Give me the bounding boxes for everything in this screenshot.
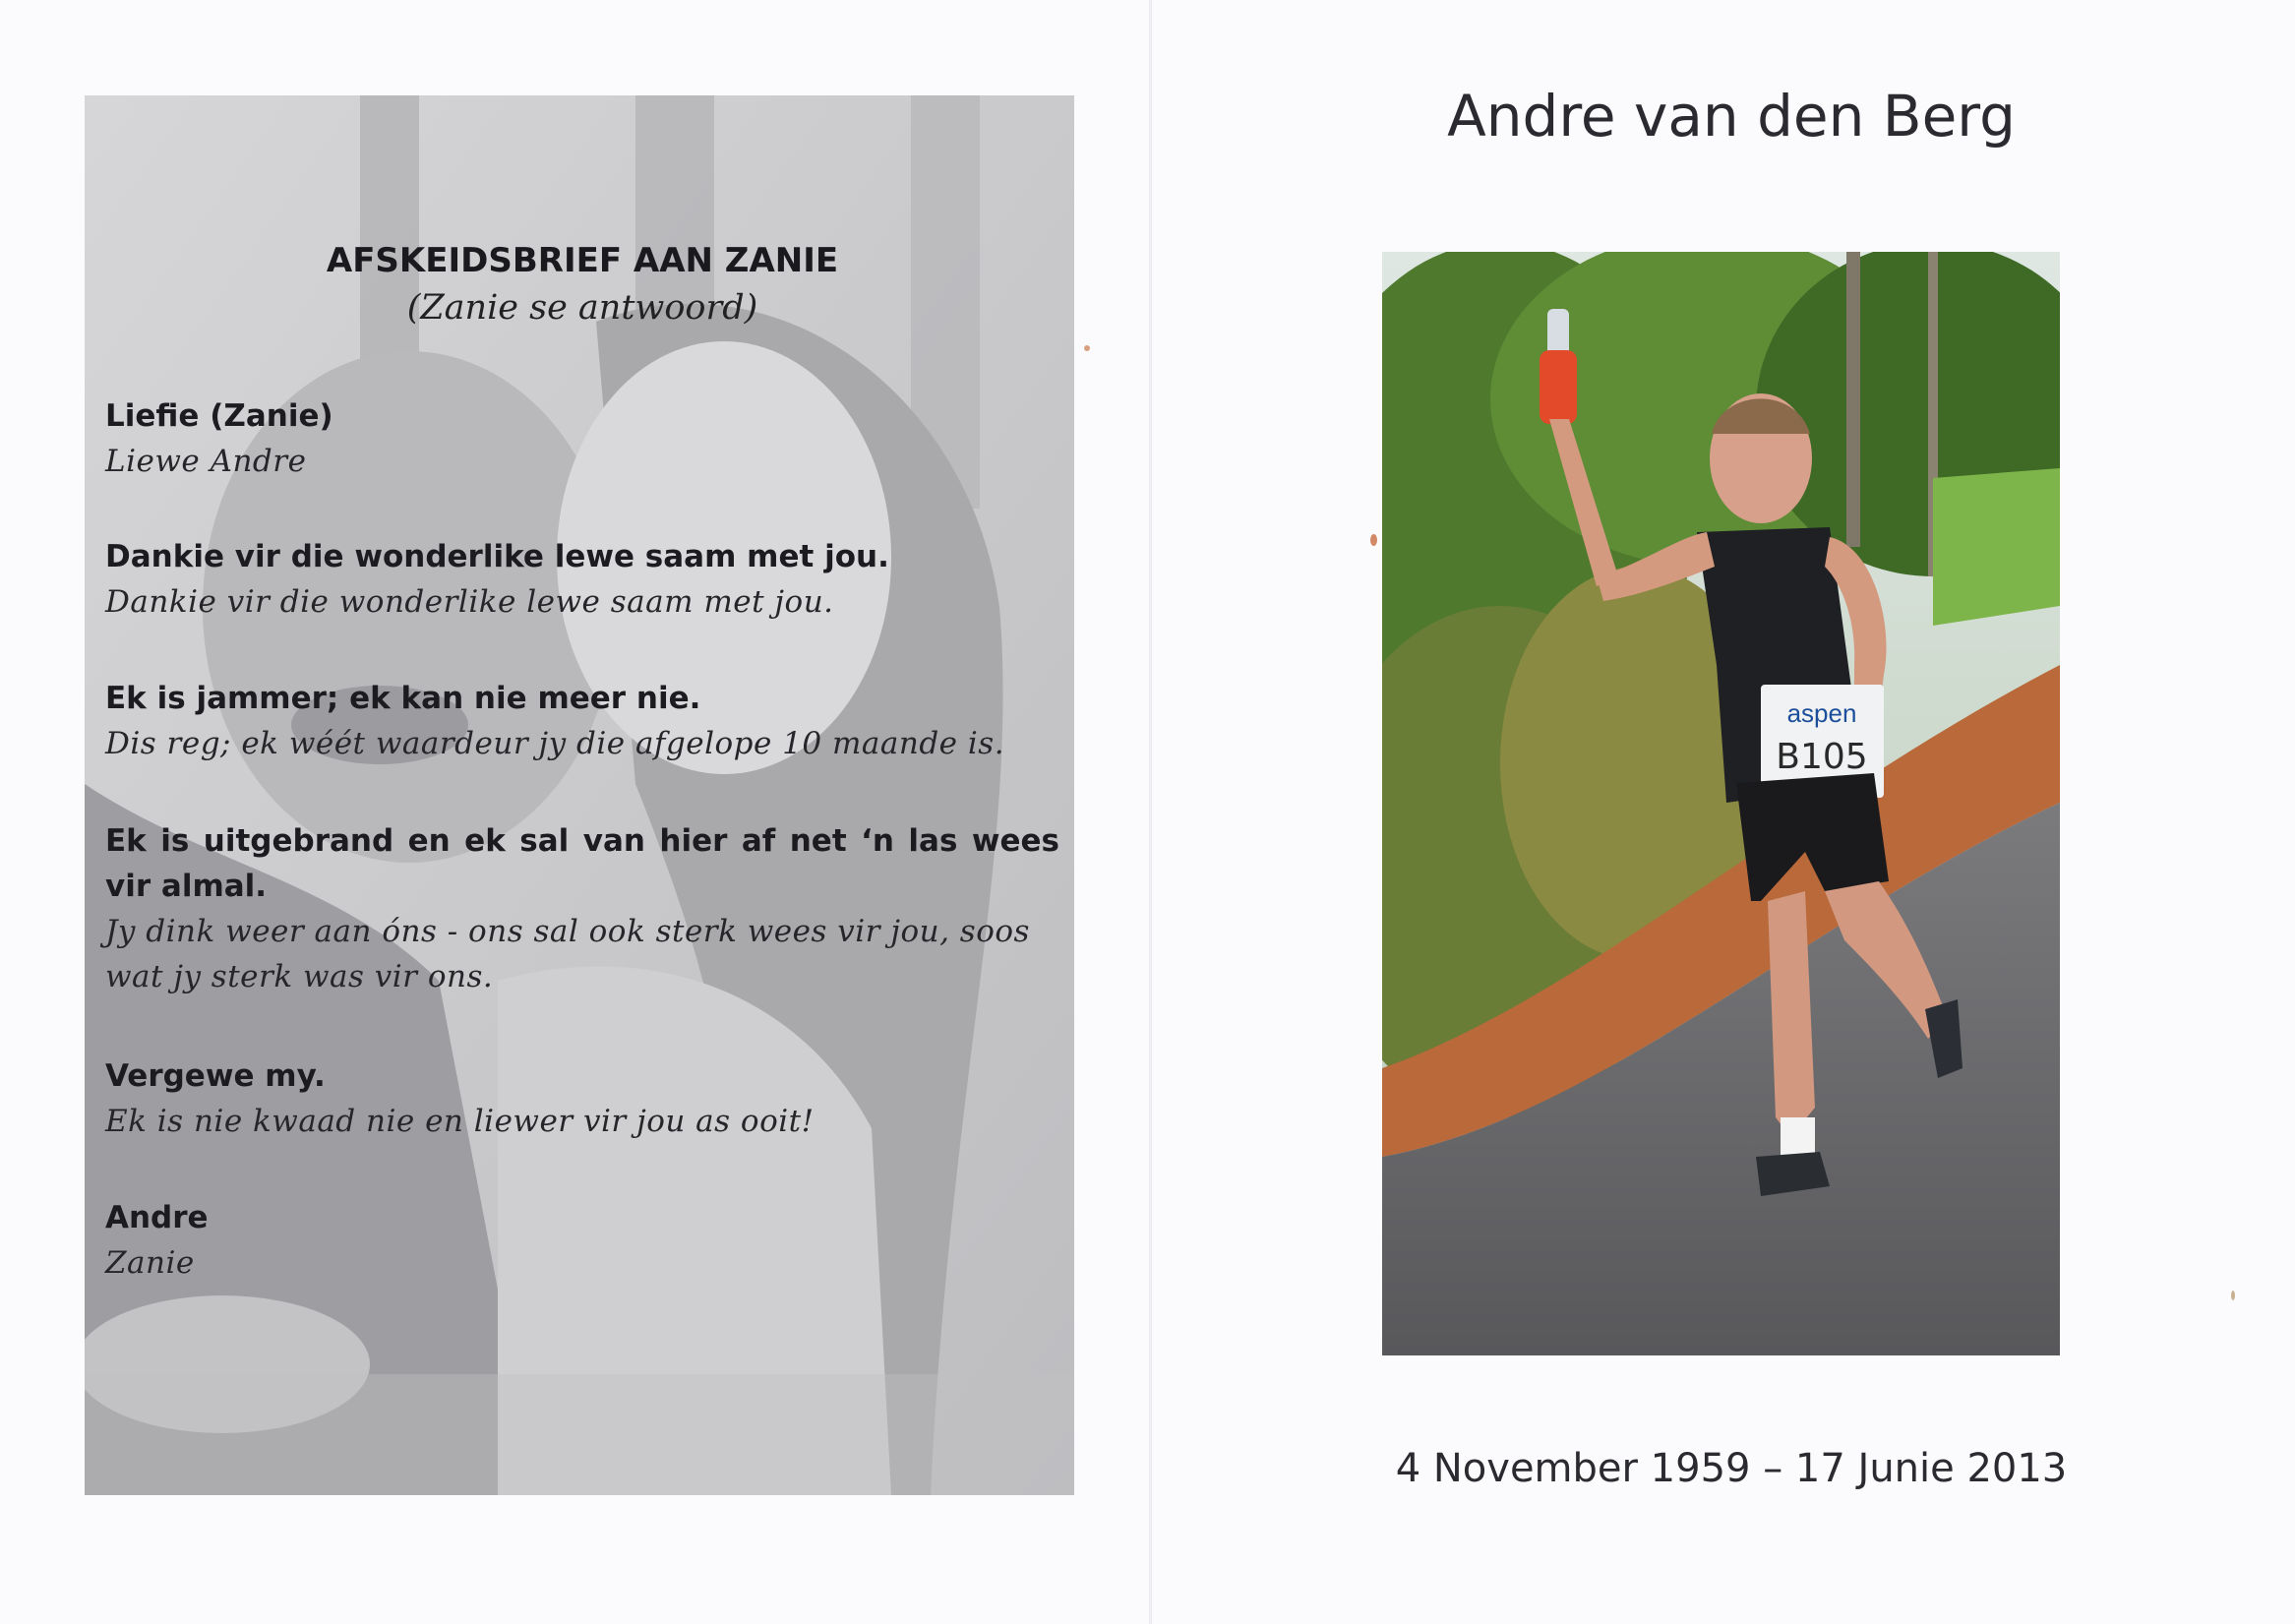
stanza-3 (105, 676, 1059, 766)
stanza-handwritten-text: Dis reg; ek wéét waardeur jy die afgelope 10 maande is. (105, 726, 1005, 761)
page-fold (1149, 0, 1152, 1624)
scan-speck (2231, 1291, 2235, 1300)
scan-speck (1370, 534, 1377, 546)
stanza-6 (105, 1195, 1059, 1286)
stanza-printed-text: Dankie vir die wonderlike lewe saam met jou. (105, 539, 889, 574)
stanza-handwritten-text: Ek is nie kwaad nie en liewer vir jou as ooit! (105, 1104, 815, 1139)
bib-sponsor: aspen (1786, 698, 1857, 728)
stanza-printed-text: Ek is uitgebrand en ek sal van hier af net ‘n las wees vir almal. (105, 823, 1059, 904)
letter-subtitle: (Zanie se antwoord) (406, 288, 758, 328)
stanza-1 (105, 393, 1059, 484)
scan-speck (1084, 345, 1090, 351)
deceased-name: Andre van den Berg (1447, 83, 2016, 150)
stanza-handwritten-text: Jy dink weer aan óns - ons sal ook sterk wees vir jou, soos wat jy sterk was vir ons. (105, 914, 1030, 994)
stanza-printed-text: Vergewe my. (105, 1058, 326, 1094)
stanza-printed-text: Liefie (Zanie) (105, 398, 333, 434)
bib-number: B105 (1776, 737, 1868, 777)
stanza-handwritten-text: Liewe Andre (105, 444, 307, 479)
life-dates: 4 November 1959 – 17 Junie 2013 (1395, 1446, 2068, 1491)
runner-photo-image (1382, 252, 2060, 1355)
stanza-handwritten-text: Zanie (105, 1245, 195, 1281)
runner-photo (1382, 252, 2060, 1355)
stanza-handwritten-text: Dankie vir die wonderlike lewe saam met jou. (105, 584, 834, 620)
stanza-printed-text: Ek is jammer; ek kan nie meer nie. (105, 681, 701, 716)
stanza-5 (105, 1053, 1059, 1144)
stanza-4 (105, 818, 1059, 999)
stanza-printed-text: Andre (105, 1200, 209, 1235)
letter-title: AFSKEIDSBRIEF AAN ZANIE (326, 241, 839, 280)
stanza-2 (105, 534, 1059, 625)
